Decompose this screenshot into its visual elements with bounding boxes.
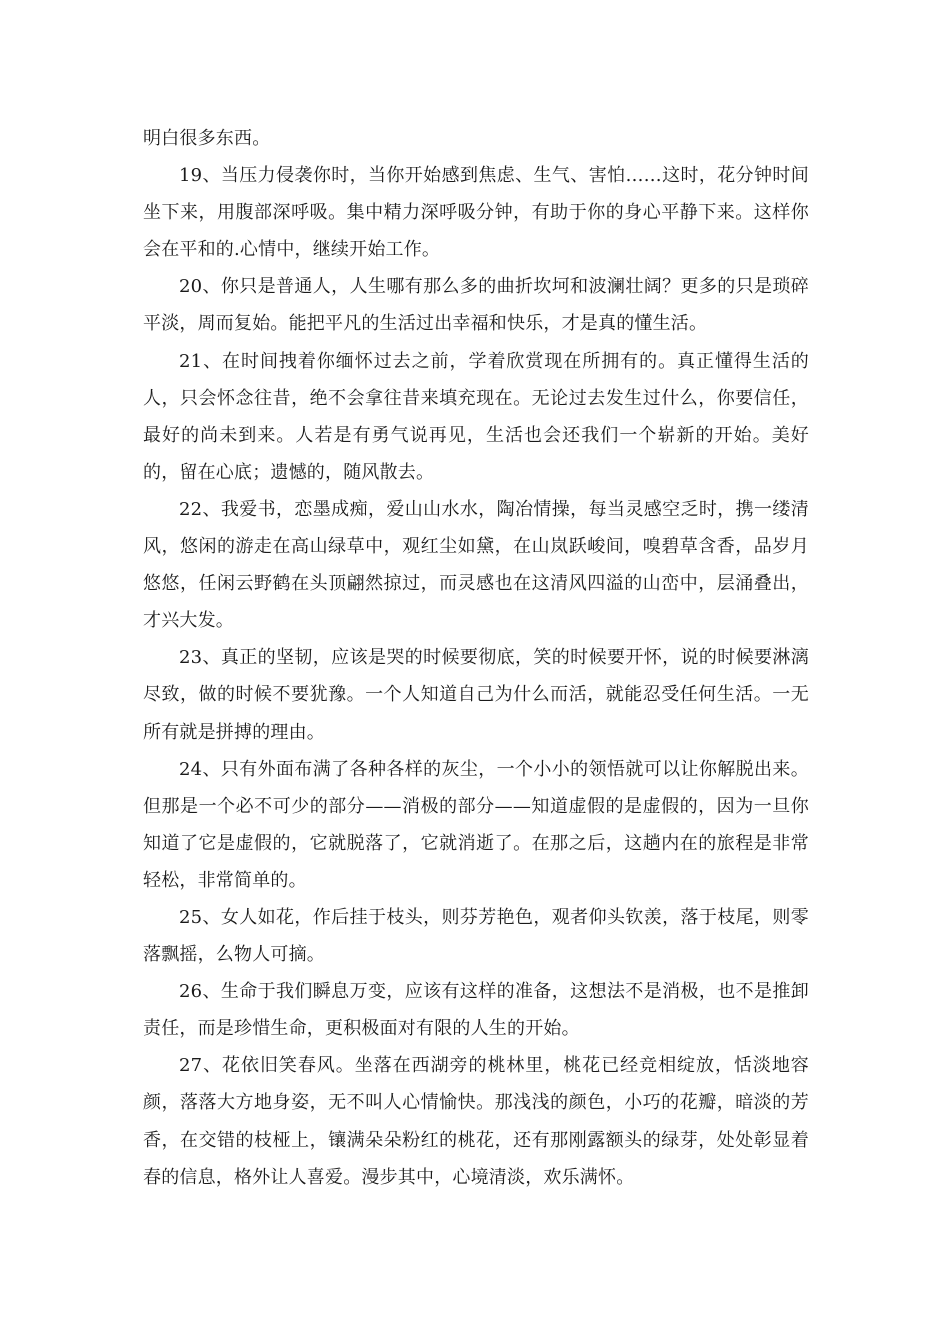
paragraph-22: 22、我爱书，恋墨成痴，爱山山水水，陶冶情操，每当灵感空乏时，携一缕清风，悠闲的游走在高山绿草中，观红尘如黛，在山岚跃峻间，嗅碧草含香，品岁月悠悠，任闲云野鹤在头顶翩然掠过，而灵感也在这清风四溢的山峦中，层涌叠出，才兴大发。	[143, 498, 809, 632]
paragraph-26: 26、生命于我们瞬息万变，应该有这样的准备，这想法不是消极，也不是推卸责任，而是珍惜生命，更积极面对有限的人生的开始。	[143, 981, 809, 1040]
paragraph-19: 19、当压力侵袭你时，当你开始感到焦虑、生气、害怕……这时，花分钟时间坐下来，用腹部深呼吸。集中精力深呼吸分钟，有助于你的身心平静下来。这样你会在平和的.心情中，继续开始工作。	[143, 165, 809, 261]
document-body	[143, 120, 809, 1196]
paragraph-continuation: 明白很多东西。	[143, 128, 271, 149]
paragraph-27: 27、花依旧笑春风。坐落在西湖旁的桃林里，桃花已经竞相绽放，恬淡地容颜，落落大方地身姿，无不叫人心情愉快。那浅浅的颜色，小巧的花瓣，暗淡的芳香，在交错的枝桠上，镶满朵朵粉红的桃花，还有那刚露额头的绿芽，处处彰显着春的信息，格外让人喜爱。漫步其中，心境清淡，欢乐满怀。	[143, 1055, 809, 1188]
paragraph-20: 20、你只是普通人，人生哪有那么多的曲折坎坷和波澜壮阔？更多的只是琐碎平淡，周而复始。能把平凡的生活过出幸福和快乐，才是真的懂生活。	[143, 276, 809, 335]
paragraph-23: 23、真正的坚韧，应该是哭的时候要彻底，笑的时候要开怀，说的时候要淋漓尽致，做的时候不要犹豫。一个人知道自己为什么而活，就能忍受任何生活。一无所有就是拼搏的理由。	[143, 647, 809, 743]
paragraph-24: 24、只有外面布满了各种各样的灰尘，一个小小的领悟就可以让你解脱出来。但那是一个必不可少的部分——消极的部分——知道虚假的是虚假的，因为一旦你知道了它是虚假的，它就脱落了，它就消逝了。在那之后，这趟内在的旅程是非常轻松，非常简单的。	[143, 758, 809, 891]
paragraph-25: 25、女人如花，作后挂于枝头，则芬芳艳色，观者仰头钦羡，落于枝尾，则零落飘摇，么物人可摘。	[143, 906, 809, 966]
paragraph-21: 21、在时间拽着你缅怀过去之前，学着欣赏现在所拥有的。真正懂得生活的人，只会怀念往昔，绝不会拿往昔来填充现在。无论过去发生过什么，你要信任，最好的尚未到来。人若是有勇气说再见，生活也会还我们一个崭新的开始。美好的，留在心底；遗憾的，随风散去。	[143, 350, 809, 483]
